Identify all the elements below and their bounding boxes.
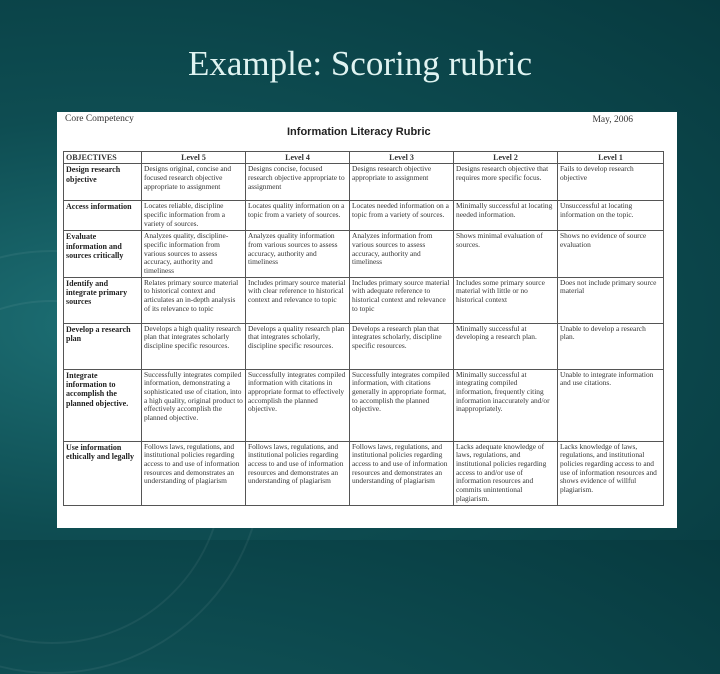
table-cell: Unable to develop a research plan. [558,323,664,369]
table-cell: Designs original, concise and focused research objective appropriate to assignment [142,164,246,201]
table-cell: Shows no evidence of source evaluation [558,231,664,277]
table-cell: Lacks adequate knowledge of laws, regulations, and institutional policies regarding access to and/or use of information resources and commits unintentional plagiarism. [454,441,558,505]
table-cell: Unsuccessful at locating information on the topic. [558,201,664,231]
table-row [64,277,664,323]
rubric-document [57,112,677,528]
table-cell: Shows minimal evaluation of sources. [454,231,558,277]
table-row [64,323,664,369]
objective-cell: Identify and integrate primary sources [64,277,142,323]
table-header-row [64,152,664,164]
document-header [57,112,677,152]
table-cell: Minimally successful at developing a research plan. [454,323,558,369]
column-header-level-5: Level 5 [142,152,246,164]
slide-title: Example: Scoring rubric [187,44,533,83]
table-cell: Locates quality information on a topic from a variety of sources. [246,201,350,231]
table-cell: Analyzes information from various sources to assess accuracy, authority and timeliness [350,231,454,277]
table-cell: Designs concise, focused research objective appropriate to assignment [246,164,350,201]
column-header-level-4: Level 4 [246,152,350,164]
table-cell: Does not include primary source material [558,277,664,323]
objective-cell: Evaluate information and sources critically [64,231,142,277]
table-cell: Develops a quality research plan that integrates scholarly, discipline specific resources. [246,323,350,369]
table-row [64,441,664,505]
column-header-level-3: Level 3 [350,152,454,164]
objective-cell: Access information [64,201,142,231]
table-cell: Successfully integrates compiled information with citations in appropriate format to effectively accomplish the planned objective. [246,369,350,441]
table-cell: Lacks knowledge of laws, regulations, and institutional policies regarding access to and use of information resources and shows evidence of willful plagiarism. [558,441,664,505]
column-header-objectives: OBJECTIVES [64,152,142,164]
table-cell: Follows laws, regulations, and institutional policies regarding access to and use of information resources and demonstrates an understanding of plagiarism [142,441,246,505]
table-cell: Minimally successful at integrating compiled information, frequently citing information inaccurately and/or inappropriately. [454,369,558,441]
table-cell: Follows laws, regulations, and institutional policies regarding access to and use of information resources and demonstrates an understanding of plagiarism [350,441,454,505]
table-cell: Develops a high quality research plan that integrates scholarly discipline specific resources. [142,323,246,369]
table-cell: Includes primary source material with clear reference to historical context and relevance to topic [246,277,350,323]
objective-cell: Use information ethically and legally [64,441,142,505]
table-cell: Successfully integrates compiled information, with citations generally in appropriate format, to accomplish the planned objective. [350,369,454,441]
objective-cell: Design research objective [64,164,142,201]
table-row [64,369,664,441]
table-row [64,231,664,277]
objective-cell: Integrate information to accomplish the planned objective. [64,369,142,441]
table-cell: Unable to integrate information and use citations. [558,369,664,441]
objective-cell: Develop a research plan [64,323,142,369]
table-row [64,164,664,201]
table-cell: Minimally successful at locating needed information. [454,201,558,231]
table-cell: Includes primary source material with adequate reference to historical context and relevance to topic [350,277,454,323]
table-cell: Analyzes quality, discipline-specific information from various sources to assess accuracy, authority and timeliness [142,231,246,277]
table-cell: Locates needed information on a topic from a variety of sources. [350,201,454,231]
table-cell: Analyzes quality information from various sources to assess accuracy, authority and timeliness [246,231,350,277]
rubric-table [63,151,664,506]
rubric-title: Information Literacy Rubric [287,126,431,138]
table-row [64,201,664,231]
table-cell: Develops a research plan that integrates scholarly, discipline specific resources. [350,323,454,369]
core-competency-label: Core Competency [65,114,134,124]
table-cell: Successfully integrates compiled information, demonstrating a sophisticated use of citation, into a high quality, original product to effectively accomplish the planned objective. [142,369,246,441]
table-cell: Fails to develop research objective [558,164,664,201]
column-header-level-2: Level 2 [454,152,558,164]
table-cell: Follows laws, regulations, and institutional policies regarding access to and use of information resources and demonstrates an understanding of plagiarism [246,441,350,505]
document-date: May, 2006 [592,115,633,125]
table-cell: Locates reliable, discipline specific information from a variety of sources. [142,201,246,231]
column-header-level-1: Level 1 [558,152,664,164]
table-cell: Relates primary source material to historical context and articulates an in-depth analysis of its relevance to topic [142,277,246,323]
table-cell: Includes some primary source material with little or no historical context [454,277,558,323]
table-cell: Designs research objective that requires more specific focus. [454,164,558,201]
table-cell: Designs research objective appropriate to assignment [350,164,454,201]
